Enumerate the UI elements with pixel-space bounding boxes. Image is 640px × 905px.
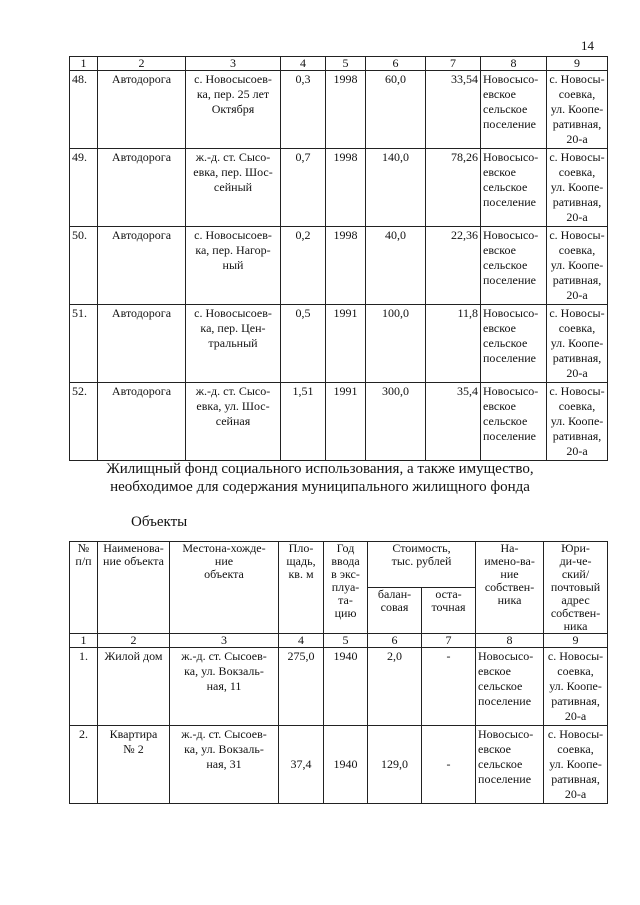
header-year: Год ввода в экс- плуа-та- цию [324, 542, 368, 634]
cell-length: 0,7 [281, 149, 326, 227]
header-num: № п/п [70, 542, 98, 634]
cell-num: 48. [70, 71, 98, 149]
cell-residual: 22,36 [426, 227, 481, 305]
cell-name: Квартира № 2 [98, 726, 170, 804]
column-number: 2 [98, 634, 170, 648]
cell-owner-name: Новосысо- евское сельское поселение [481, 383, 547, 461]
cell-balance: 140,0 [366, 149, 426, 227]
header-owner-address: Юри- ди-че- ский/ почтовый адрес собствен- ника [544, 542, 608, 634]
cell-balance: 40,0 [366, 227, 426, 305]
housing-table [69, 541, 608, 804]
header-location: Местона-хожде- ние объекта [170, 542, 279, 634]
cell-balance: 60,0 [366, 71, 426, 149]
cell-num: 1. [70, 648, 98, 726]
header-name: Наименова- ние объекта [98, 542, 170, 634]
cell-year: 1998 [326, 149, 366, 227]
column-number: 5 [324, 634, 368, 648]
cell-area: 275,0 [279, 648, 324, 726]
cell-location: ж.-д. ст. Сысо- евка, пер. Шос- сейный [186, 149, 281, 227]
column-number: 4 [279, 634, 324, 648]
cell-owner-name: Новосысо- евское сельское поселение [476, 648, 544, 726]
column-number: 5 [326, 57, 366, 71]
cell-residual: - [422, 648, 476, 726]
column-number: 2 [98, 57, 186, 71]
cell-area: 37,4 [279, 726, 324, 804]
cell-year: 1998 [326, 71, 366, 149]
cell-num: 52. [70, 383, 98, 461]
header-residual: оста- точная [422, 588, 476, 634]
table-row [70, 648, 608, 726]
cell-balance: 100,0 [366, 305, 426, 383]
cell-location: с. Новосысоев- ка, пер. Цен- тральный [186, 305, 281, 383]
column-number: 9 [547, 57, 608, 71]
table-row [70, 383, 608, 461]
cell-name: Автодорога [98, 305, 186, 383]
housing-table-body [70, 542, 608, 804]
roads-table-body [70, 57, 608, 461]
column-number-row [70, 634, 608, 648]
cell-num: 51. [70, 305, 98, 383]
cell-balance: 129,0 [368, 726, 422, 804]
cell-balance: 300,0 [366, 383, 426, 461]
cell-year: 1998 [326, 227, 366, 305]
cell-owner-name: Новосысо- евское сельское поселение [481, 305, 547, 383]
objects-label: Объекты [131, 514, 188, 530]
header-row [70, 542, 608, 588]
cell-residual: 11,8 [426, 305, 481, 383]
column-number: 1 [70, 57, 98, 71]
page-number: 14 [581, 38, 594, 53]
cell-location: ж.-д. ст. Сысо- евка, ул. Шос- сейная [186, 383, 281, 461]
table-row [70, 149, 608, 227]
cell-location: ж.-д. ст. Сысоев- ка, ул. Вокзаль- ная, 31 [170, 726, 279, 804]
cell-year: 1991 [326, 305, 366, 383]
cell-length: 0,2 [281, 227, 326, 305]
cell-owner-name: Новосысо- евское сельское поселение [476, 726, 544, 804]
cell-owner-name: Новосысо- евское сельское поселение [481, 71, 547, 149]
column-number: 3 [186, 57, 281, 71]
cell-year: 1940 [324, 648, 368, 726]
column-number: 6 [366, 57, 426, 71]
table-row [70, 71, 608, 149]
cell-residual: - [422, 726, 476, 804]
cell-owner-address: с. Новосы- соевка, ул. Коопе- ративная, 20-а [544, 726, 608, 804]
cell-owner-name: Новосысо- евское сельское поселение [481, 149, 547, 227]
cell-owner-address: с. Новосы- соевка, ул. Коопе- ративная, 20-а [547, 305, 608, 383]
column-number: 8 [481, 57, 547, 71]
column-number: 4 [281, 57, 326, 71]
cell-num: 2. [70, 726, 98, 804]
cell-name: Автодорога [98, 71, 186, 149]
table-row [70, 726, 608, 804]
roads-table [69, 56, 608, 461]
cell-balance: 2,0 [368, 648, 422, 726]
header-owner-name: На- имено-ва- ние собствен- ника [476, 542, 544, 634]
column-number: 3 [170, 634, 279, 648]
cell-location: ж.-д. ст. Сысоев- ка, ул. Вокзаль- ная, 11 [170, 648, 279, 726]
cell-owner-address: с. Новосы- соевка, ул. Коопе- ративная, 20-а [547, 149, 608, 227]
cell-owner-address: с. Новосы- соевка, ул. Коопе- ративная, 20-а [544, 648, 608, 726]
table-row [70, 227, 608, 305]
cell-owner-address: с. Новосы- соевка, ул. Коопе- ративная, 20-а [547, 383, 608, 461]
cell-name: Жилой дом [98, 648, 170, 726]
cell-year: 1991 [326, 383, 366, 461]
section-heading: Жилищный фонд социального использования, а также имущество, необходимое для содержания муниципального жилищного фонда [106, 461, 534, 495]
column-number: 6 [368, 634, 422, 648]
cell-name: Автодорога [98, 149, 186, 227]
cell-owner-address: с. Новосы- соевка, ул. Коопе- ративная, 20-а [547, 227, 608, 305]
header-area: Пло- щадь, кв. м [279, 542, 324, 634]
cell-location: с. Новосысоев- ка, пер. Нагор- ный [186, 227, 281, 305]
cell-owner-name: Новосысо- евское сельское поселение [481, 227, 547, 305]
cell-year: 1940 [324, 726, 368, 804]
column-number: 9 [544, 634, 608, 648]
cell-residual: 78,26 [426, 149, 481, 227]
column-number: 7 [426, 57, 481, 71]
column-number: 1 [70, 634, 98, 648]
cell-length: 0,3 [281, 71, 326, 149]
cell-owner-address: с. Новосы- соевка, ул. Коопе- ративная, 20-а [547, 71, 608, 149]
cell-location: с. Новосысоев- ка, пер. 25 лет Октября [186, 71, 281, 149]
column-number: 7 [422, 634, 476, 648]
table-row [70, 305, 608, 383]
column-number-row [70, 57, 608, 71]
header-balance: балан- совая [368, 588, 422, 634]
cell-num: 49. [70, 149, 98, 227]
cell-residual: 35,4 [426, 383, 481, 461]
cell-residual: 33,54 [426, 71, 481, 149]
cell-name: Автодорога [98, 383, 186, 461]
cell-length: 1,51 [281, 383, 326, 461]
header-cost: Стоимость, тыс. рублей [368, 542, 476, 588]
column-number: 8 [476, 634, 544, 648]
cell-num: 50. [70, 227, 98, 305]
cell-name: Автодорога [98, 227, 186, 305]
cell-length: 0,5 [281, 305, 326, 383]
